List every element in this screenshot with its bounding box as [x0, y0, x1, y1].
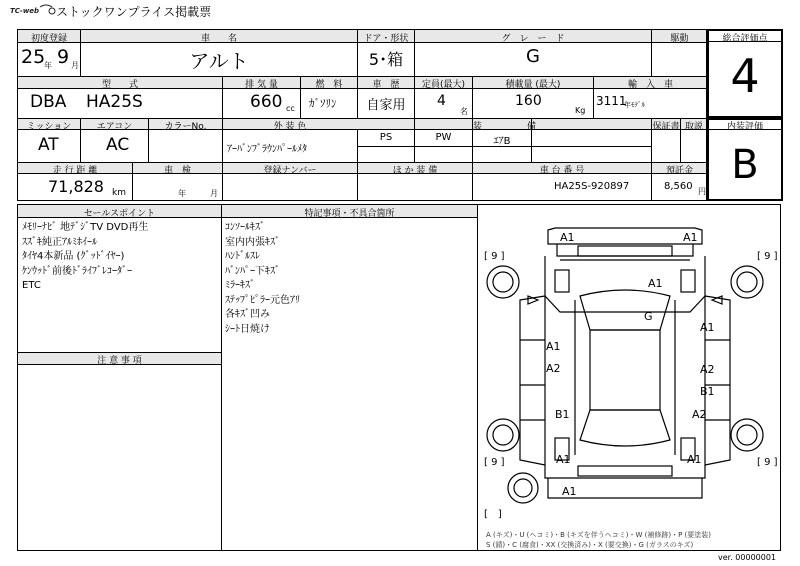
note-item: ﾐﾗｰｷｽﾞ [225, 280, 255, 291]
reg-year: 25 [21, 46, 46, 68]
label-color-no: カラーNo. [164, 122, 207, 132]
label-displacement: 排 気 量 [245, 80, 278, 90]
damage-code: B1 [700, 385, 715, 398]
equipment-airbag: ｴｱB [493, 136, 511, 147]
damage-code: A1 [560, 231, 575, 244]
svg-text:TC-web: TC-web [10, 7, 40, 15]
label-aircon: エアコン [96, 122, 133, 132]
label-mileage: 走 行 距 離 [52, 166, 98, 176]
load: 160 [515, 93, 542, 109]
tire-mark-rear-left: [ 9 ] [484, 457, 505, 468]
damage-code: G [644, 310, 653, 323]
inspection-month-unit: 月 [210, 189, 218, 198]
label-fuel: 燃 料 [315, 80, 343, 90]
history: 自家用 [366, 98, 406, 113]
damage-code: A1 [700, 321, 715, 334]
grade: G [526, 46, 540, 67]
label-history: 車 歴 [372, 80, 400, 90]
model-year: 3111 [596, 94, 627, 108]
label-drive: 駆動 [670, 34, 689, 44]
label-chassis: 車 台 番 号 [539, 166, 585, 176]
equipment-ps: PS [379, 132, 393, 143]
label-capacity: 定員(最大) [421, 80, 466, 90]
sales-point-item: ｽｽﾞｷ純正ｱﾙﾐﾎｲｰﾙ [22, 236, 97, 248]
type-prefix: DBA [30, 92, 67, 112]
legend-line-1: A (キズ)・U (ヘコミ)・B (キズを伴うヘコミ)・W (補修跡)・P (要塗装) [486, 531, 712, 539]
model-code: HA25S [86, 92, 143, 112]
label-deposit: 預託金 [665, 166, 693, 176]
damage-code: A1 [648, 277, 663, 290]
label-cautions: 注 意 事 項 [97, 356, 142, 366]
note-item: ﾊﾞﾝﾊﾟｰ下ｷｽﾞ [225, 265, 280, 277]
note-item: 室内内張ｷｽﾞ [225, 236, 280, 248]
reg-month: 9 [57, 46, 70, 68]
notes-list [225, 221, 300, 337]
tire-mark-front-right: [ 9 ] [757, 251, 778, 262]
fuel: ｶﾞｿﾘﾝ [309, 97, 337, 110]
note-item: ｼｰﾄ日焼け [225, 323, 270, 335]
doors-shape: 5･箱 [368, 50, 404, 69]
damage-code: A1 [546, 340, 561, 353]
capacity-unit: 名 [460, 107, 468, 116]
mission: AT [38, 135, 59, 155]
sales-point-item: ｹﾝｳｯﾄﾞ前後ﾄﾞﾗｲﾌﾞﾚｺｰﾀﾞｰ [22, 265, 132, 277]
page-title: ストックワンプライス掲載票 [56, 5, 212, 19]
displacement-unit: cc [286, 104, 295, 113]
spare-bracket: [ ] [484, 509, 502, 520]
car-damage-diagram [478, 205, 780, 550]
inspection-year-unit: 年 [178, 189, 186, 198]
deposit: 8,560 [664, 181, 693, 192]
label-ext-color: 外 装 色 [273, 122, 307, 132]
tire-mark-front-left: [ 9 ] [484, 251, 505, 262]
deposit-unit: 円 [698, 187, 706, 196]
overall-score: 4 [730, 49, 760, 103]
damage-code: A1 [562, 485, 577, 498]
label-sales-points: セールスポイント [83, 209, 156, 219]
label-door-shape: ドア・形状 [363, 34, 409, 44]
label-car-name: 車 名 [200, 34, 237, 44]
label-plate: 登録ナンバー [263, 166, 317, 176]
label-model-type: 型 式 [101, 80, 138, 90]
car-name: アルト [189, 49, 249, 73]
tire-mark-rear-right: [ 9 ] [757, 457, 778, 468]
label-load: 積載量 (最大) [505, 80, 561, 90]
mileage-unit: km [112, 188, 126, 198]
label-warranty: 保証書 [652, 122, 680, 132]
aircon: AC [106, 135, 130, 155]
sales-points-list [22, 221, 148, 294]
damage-code: A2 [700, 363, 715, 376]
displacement: 660 [250, 92, 283, 112]
note-item: ｺﾝｿｰﾙｷｽﾞ [225, 222, 265, 233]
damage-code: A1 [683, 231, 698, 244]
label-inspection: 車 検 [163, 166, 191, 176]
label-mission: ミッション [26, 122, 72, 132]
label-other-equipment: ほ か 装 備 [392, 166, 438, 176]
legend-line-2: S (錆)・C (腐食)・XX (交換済み)・X (要交換)・G (ガラスのキズ) [486, 541, 694, 549]
damage-code: A1 [556, 453, 571, 466]
capacity: 4 [437, 93, 446, 109]
load-unit: Kg [575, 106, 586, 115]
label-import: 輸 入 車 [627, 80, 673, 90]
note-item: ﾊﾝﾄﾞﾙｽﾚ [225, 251, 260, 262]
label-first-reg: 初度登録 [30, 34, 67, 44]
damage-code: A2 [692, 408, 707, 421]
label-manual: 取説 [684, 122, 703, 132]
damage-code: A2 [546, 362, 561, 375]
interior-score: B [731, 142, 759, 188]
ext-color: ｱｰﾊﾞﾝﾌﾞﾗｳﾝﾊﾟｰﾙﾒﾀ [227, 144, 307, 155]
sales-point-item: ﾀｲﾔ4本新品 (ｸﾞｯﾄﾞｲﾔｰ) [22, 251, 125, 262]
damage-code: A1 [687, 453, 702, 466]
label-grade: グ レ ー ド [501, 34, 565, 44]
note-item: ｽﾃｯﾌﾟﾋﾟﾗｰ元色ｱﾘ [225, 294, 300, 306]
tc-web-logo [10, 3, 56, 17]
reg-year-unit: 年 [44, 61, 52, 70]
reg-month-unit: 月 [71, 61, 79, 70]
sales-point-item: ﾒﾓﾘｰﾅﾋﾞ 地ﾃﾞｼﾞTV DVD再生 [22, 222, 149, 233]
mileage: 71,828 [48, 177, 104, 196]
label-overall: 総合評価点 [722, 34, 768, 44]
label-equipment: 装 備 [472, 122, 536, 132]
chassis-no: HA25S-920897 [554, 181, 630, 192]
note-item: 各ｷｽﾞ凹み [225, 309, 270, 320]
equipment-pw: PW [435, 132, 452, 143]
sales-point-item: ETC [22, 280, 41, 291]
label-interior: 内装評価 [726, 122, 763, 132]
damage-code: B1 [555, 408, 570, 421]
version: ver. 00000001 [718, 553, 777, 562]
label-notes-defects: 特記事項・不具合箇所 [304, 209, 395, 219]
model-year-unit: 年ﾓﾃﾞﾙ [624, 101, 645, 109]
